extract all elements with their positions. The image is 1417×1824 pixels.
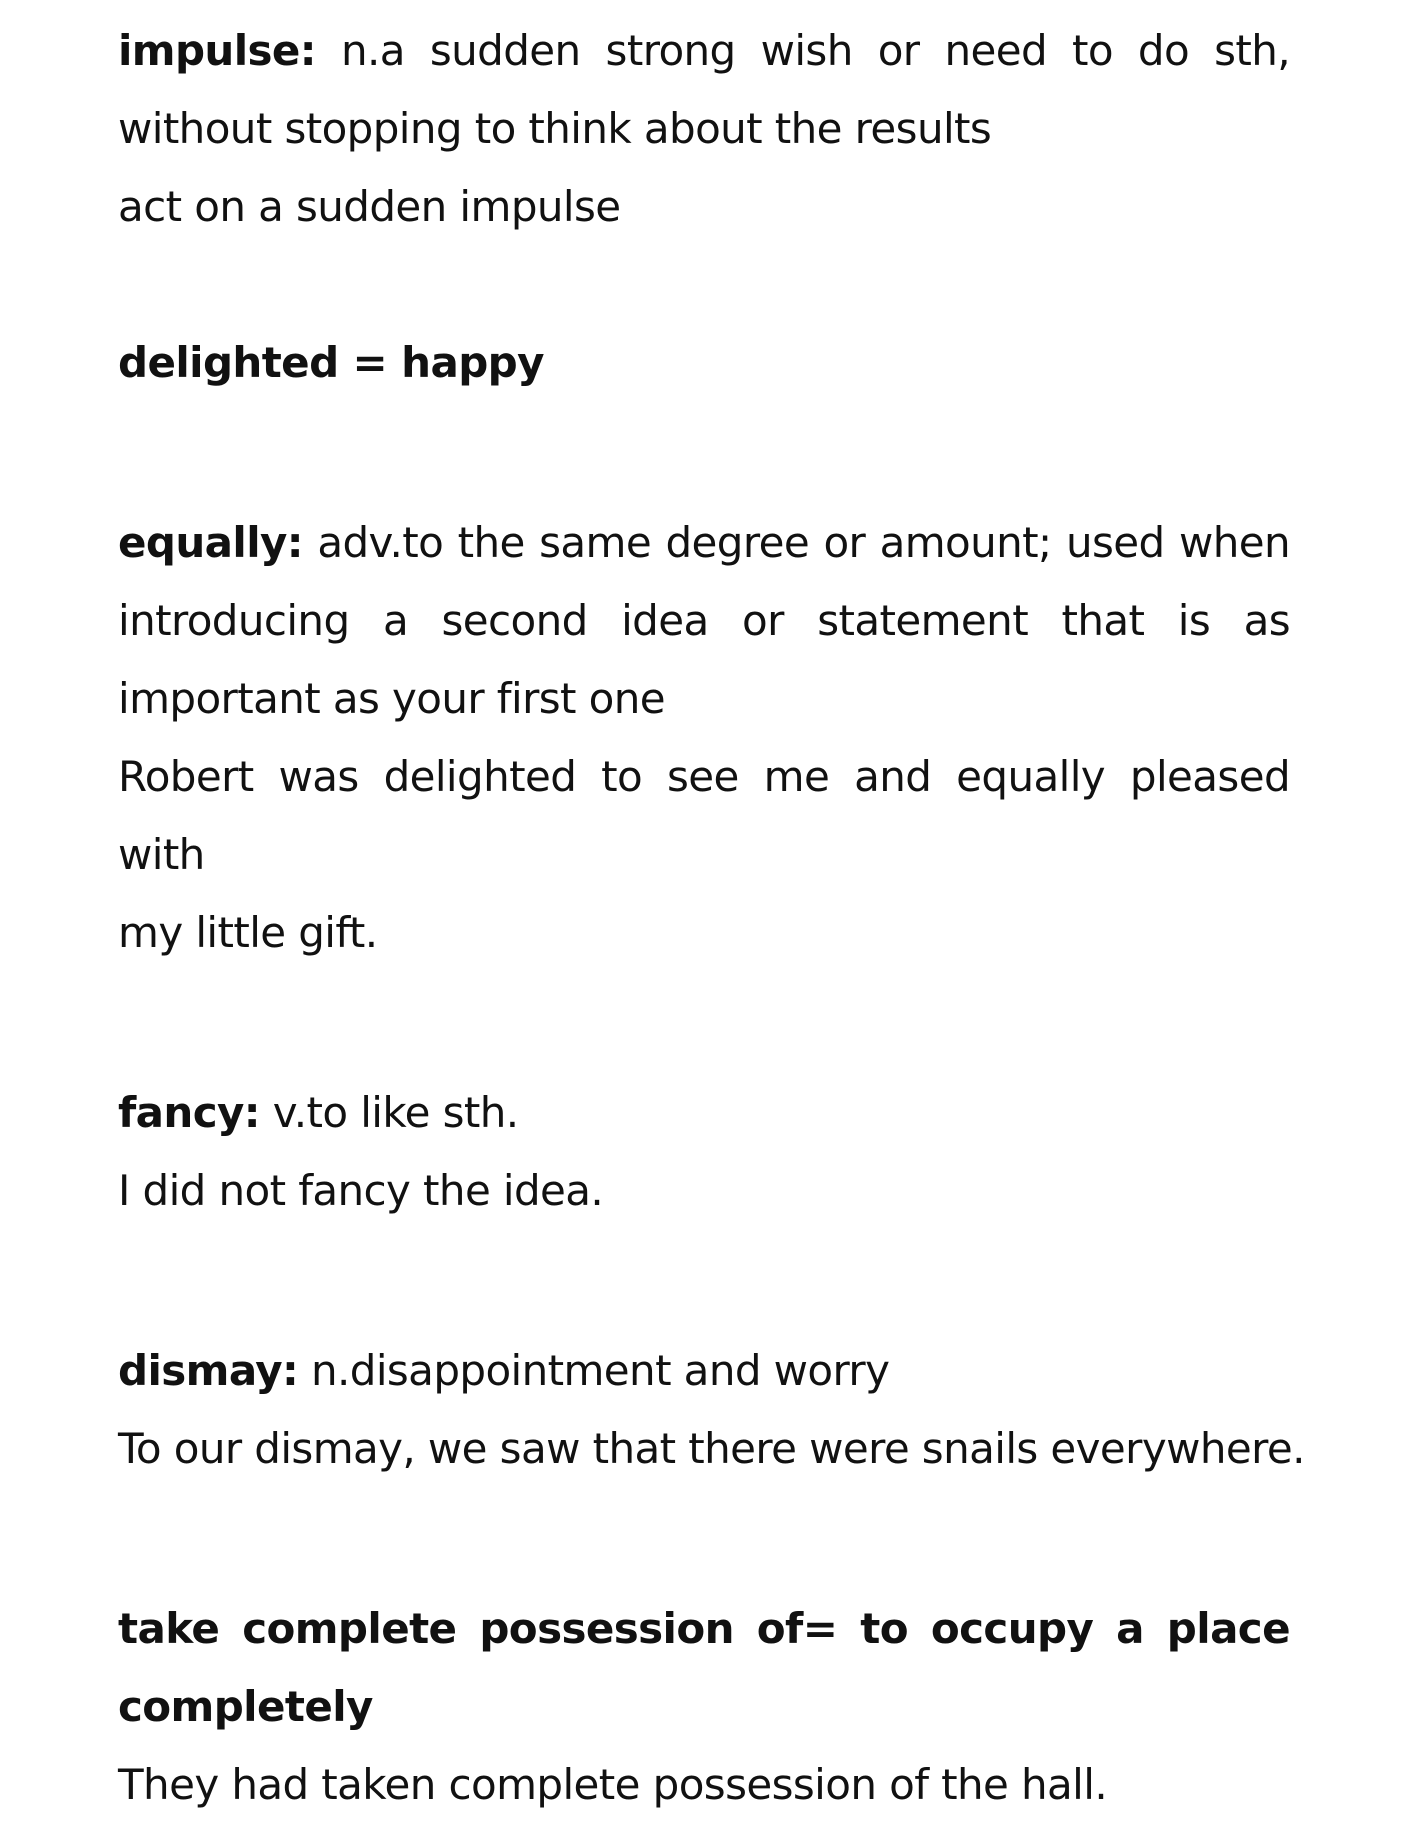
example-sentence: I did not fancy the idea. [118,1166,604,1215]
definition-line [118,504,1290,582]
definition-text: adv.to the same degree or amount; used when [302,518,1290,567]
entry-equally [118,504,1290,972]
spacer [118,402,1290,504]
term: impulse: [118,26,317,75]
spacer [118,972,1290,1074]
example-sentence: my little gift. [118,908,378,957]
entry-impulse [118,12,1290,246]
example-sentence: Robert was delighted to see me and equally pleased with [118,752,1290,879]
entry-take-complete-possession [118,1590,1290,1824]
term: equally: [118,518,303,567]
term: completely [118,1682,373,1731]
definition-line [118,1332,1290,1410]
document-page [118,12,1305,1824]
definition-line [118,1074,1290,1152]
definition-text: n.disappointment and worry [298,1346,890,1395]
spacer [118,1230,1290,1332]
spacer [118,1488,1290,1590]
definition-line: important as your first one [118,674,665,723]
entry-delighted [118,324,1290,402]
definition-text: v.to like sth. [260,1088,519,1137]
term: fancy: [118,1088,260,1137]
definition-line [118,12,1290,90]
example-sentence: act on a sudden impulse [118,182,621,231]
term: delighted = happy [118,338,544,387]
spacer [118,246,1290,324]
definition-line: without stopping to think about the results [118,104,992,153]
entry-dismay [118,1332,1305,1488]
definition-line [118,324,1290,402]
example-sentence: To our dismay, we saw that there were snails everywhere. [118,1424,1305,1473]
entry-fancy [118,1074,1290,1230]
definition-line: introducing a second idea or statement that is as [118,596,1290,645]
definition-text: n.a sudden strong wish or need to do sth, [316,26,1290,75]
term: take complete possession of= to occupy a place [118,1604,1290,1653]
example-sentence: They had taken complete possession of the hall. [118,1760,1108,1809]
term: dismay: [118,1346,299,1395]
